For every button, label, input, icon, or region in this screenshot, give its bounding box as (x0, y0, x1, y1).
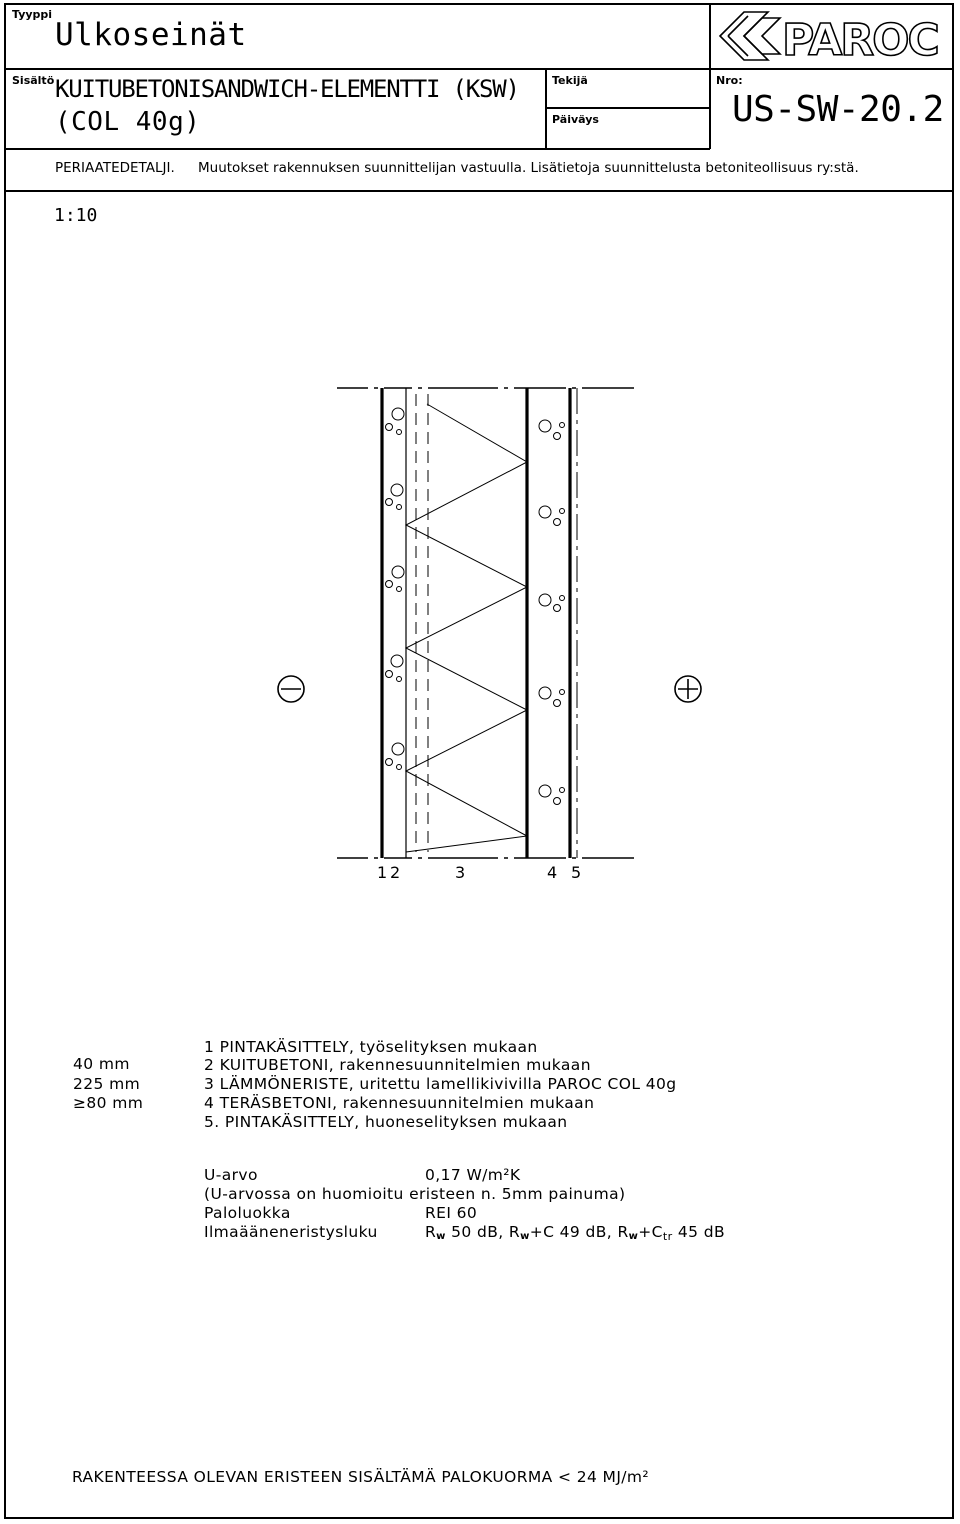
svg-text:PAROC: PAROC (782, 15, 938, 64)
content-line1: KUITUBETONISANDWICH-ELEMENTTI (KSW) (55, 75, 519, 103)
rwc-sub: w (520, 1231, 530, 1242)
layer-item-2: 2 KUITUBETONI, rakennesuunnitelmien mukaan (204, 1056, 591, 1074)
rwctr-sub: w (628, 1231, 639, 1242)
disclaimer-text: Muutokset rakennuksen suunnittelijan vastuulla. Lisätietoja suunnittelusta betoniteollisuus ry:stä. (198, 160, 859, 176)
layer-thickness-2: 40 mm (73, 1055, 130, 1073)
layer-item-3: 3 LÄMMÖNERISTE, uritettu lamellikivivilla PAROC COL 40g (204, 1075, 677, 1093)
rwc-symbol: R (508, 1223, 521, 1241)
rwc-value: +C 49 dB, (529, 1223, 613, 1241)
layer-item-5: 5. PINTAKÄSITTELY, huoneselityksen mukaan (204, 1113, 568, 1131)
rw-sub: w (436, 1231, 446, 1242)
type-label: Tyyppi (12, 8, 53, 21)
author-label: Tekijä (552, 74, 588, 87)
layer-item-1: 1 PINTAKÄSITTELY, työselityksen mukaan (204, 1038, 538, 1056)
layer-thickness-3: 225 mm (73, 1075, 141, 1093)
rw-value: 50 dB, (451, 1223, 504, 1241)
drawing-number: US-SW-20.2 (732, 89, 944, 130)
u-value-note: (U-arvossa on huomioitu eristeen n. 5mm painuma) (204, 1185, 626, 1203)
scale-label: 1:10 (54, 205, 98, 226)
layer-number-1: 1 (377, 863, 388, 882)
u-value-label: U-arvo (204, 1166, 258, 1184)
ctr-sub: tr (662, 1230, 673, 1243)
layer-number-4: 4 (547, 863, 558, 882)
fire-class-label: Paloluokka (204, 1204, 291, 1222)
rwctr-symbol: R (617, 1223, 629, 1241)
layer-number-3: 3 (455, 863, 466, 882)
rw-symbol: R (425, 1223, 437, 1241)
layer-thickness-4: ≥80 mm (73, 1094, 144, 1112)
content-label: Sisältö (12, 74, 55, 87)
date-label: Päiväys (552, 113, 599, 126)
layer-number-5: 5 (571, 863, 582, 882)
layer-number-2: 2 (390, 863, 401, 882)
cold-side-symbol (278, 676, 304, 702)
sound-insulation-label: Ilmaääneneristysluku (204, 1223, 378, 1241)
type-value: Ulkoseinät (55, 17, 247, 53)
rwctr-value: 45 dB (677, 1223, 725, 1241)
content-line2: (COL 40g) (55, 107, 201, 137)
warm-side-symbol (675, 676, 701, 702)
fire-class-value: REI 60 (425, 1204, 478, 1222)
u-value: 0,17 W/m²K (425, 1166, 521, 1184)
number-label: Nro: (716, 74, 743, 87)
layer-item-4: 4 TERÄSBETONI, rakennesuunnitelmien mukaan (204, 1094, 595, 1112)
sound-insulation-value: $R_w$ 50 dB, $R_w+C$ 49 dB, $R_w+C_{tr}$ 45 dB (425, 1223, 725, 1243)
detail-type-label: PERIAATEDETALJI. (55, 160, 175, 176)
fire-load-note: RAKENTEESSA OLEVAN ERISTEEN SISÄLTÄMÄ PALOKUORMA < 24 MJ/m² (72, 1468, 650, 1486)
